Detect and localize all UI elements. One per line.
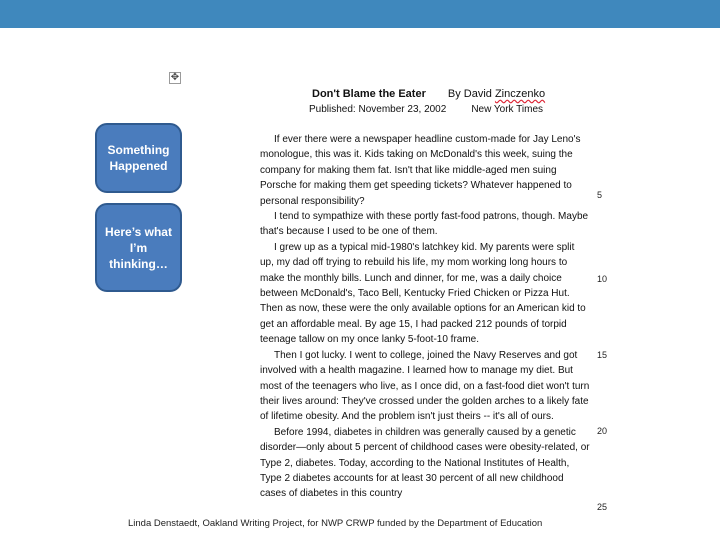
paragraph: I grew up as a typical mid-1980's latchkey kid. My parents were split up, my dad off trying to rebuild his life, my mom working long hours to make the monthly bills. Lunch and dinner, for me, was a daily choice between McDonald's, Taco Bell, Kentucky Fried Chicken or Pizza Hut. Then as now, these were the only available options for an American kid to get an affordable meal. By age 15, I had packed 212 pounds of torpid teenage tallow on my once lanky 5-foot-10 frame. <box>260 241 586 346</box>
move-handle-icon[interactable]: ✥ <box>170 72 180 83</box>
callout-label: Something Happened <box>107 143 170 173</box>
author-prefix: By David <box>447 88 495 100</box>
line-number: 10 <box>597 274 608 284</box>
article-title: Don't Blame the Eater <box>312 88 426 100</box>
callout-label: Here’s what I’m thinking… <box>105 224 172 271</box>
paragraph: Then I got lucky. I went to college, joined the Navy Reserves and got involved with a health magazine. I learned how to manage my diet. But most of the teenagers who live, as I once did, on a fast-food diet won't turn their lives around: They've crossed under the golden arches to a likely fate of lifetime obesity. And the problem isn't just theirs -- it's all of ours. <box>260 349 590 423</box>
line-number: 5 <box>597 190 603 200</box>
line-number: 15 <box>597 350 608 360</box>
line-number: 25 <box>597 502 608 512</box>
paragraph: Before 1994, diabetes in children was generally caused by a genetic disorder—only about 5 percent of childhood cases were obesity-related, or Type 2, diabetes. Today, according to the National Institutes of Health, Type 2 diabetes accounts for at least 30 percent of all new childhood cases of diabetes in this country <box>260 426 590 500</box>
author-name: Zinczenko <box>494 88 546 100</box>
article-header <box>312 88 545 100</box>
published-date: Published: November 23, 2002 <box>309 104 447 115</box>
line-number: 20 <box>597 426 608 436</box>
paragraph: If ever there were a newspaper headline custom-made for Jay Leno's monologue, this was it. Kids taking on McDonald's this week, suing the company for making them fat. Isn't that like middle-aged men suing Porsche for making them get speeding tickets? Whatever happened to personal responsibility? <box>260 134 581 207</box>
callout-something-happened[interactable] <box>95 123 182 193</box>
publication-source: New York Times <box>471 104 544 115</box>
article-body <box>260 132 590 502</box>
paragraph: I tend to sympathize with these portly fast-food patrons, though. Maybe that's because I used to be one of them. <box>260 211 589 238</box>
publication-info <box>309 104 543 115</box>
footer-credit: Linda Denstaedt, Oakland Writing Project, for NWP CRWP funded by the Department of Education <box>128 518 543 529</box>
callout-thinking[interactable] <box>95 203 182 292</box>
top-banner <box>0 0 720 28</box>
